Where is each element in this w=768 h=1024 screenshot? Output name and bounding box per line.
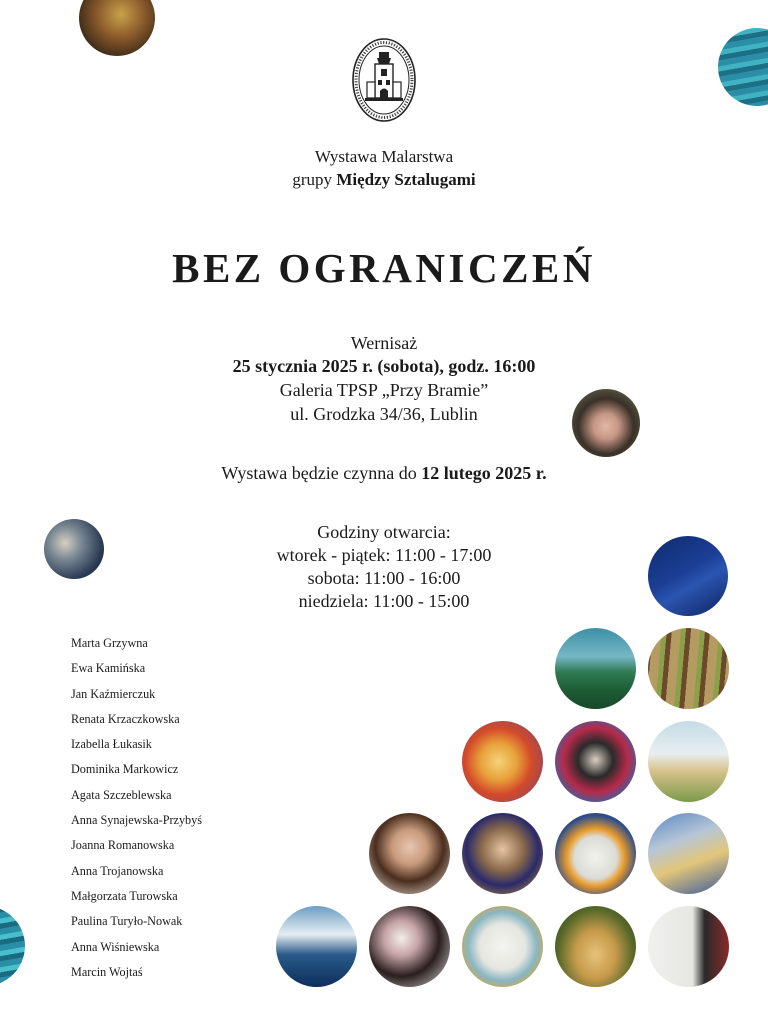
gallery-venue: Galeria TPSP „Przy Bramie” (279, 380, 489, 400)
painting-thumbnail (718, 28, 768, 106)
artist-name: Małgorzata Turowska (71, 888, 178, 903)
painting-thumbnail (79, 0, 155, 56)
painting-thumbnail (369, 813, 450, 894)
painting-thumbnail (462, 721, 543, 802)
artist-name: Paulina Turyło-Nowak (71, 914, 183, 929)
artist-name: Dominika Markowicz (71, 762, 179, 777)
gallery-address: ul. Grodzka 34/36, Lublin (290, 404, 478, 424)
artist-name: Marcin Wojtaś (71, 964, 143, 979)
painting-thumbnail (648, 721, 729, 802)
opening-label: Wernisaż (350, 333, 418, 353)
artist-name: Marta Grzywna (71, 636, 148, 650)
artist-name: Agata Szczeblewska (71, 787, 172, 802)
group-prefix: grupy (292, 170, 337, 189)
painting-thumbnail (555, 628, 636, 709)
artist-name: Renata Krzaczkowska (71, 711, 180, 726)
artist-name: Jan Kaźmierczuk (71, 686, 156, 701)
exhibition-title: BEZ OGRANICZEŃ (172, 245, 596, 291)
group-line (0, 168, 768, 191)
painting-thumbnail (555, 721, 636, 802)
painting-thumbnail (648, 628, 729, 709)
artist-name: Anna Wiśniewska (71, 939, 160, 954)
painting-thumbnail (648, 906, 729, 987)
exhibition-type: Wystawa Malarstwa (314, 147, 454, 166)
artist-name: Anna Synajewska-Przybyś (71, 813, 202, 828)
painting-thumbnail (0, 906, 25, 986)
painting-thumbnail (462, 813, 543, 894)
exhibition-duration (0, 462, 768, 485)
painting-thumbnail (648, 536, 728, 616)
group-name: Między Sztalugami (336, 170, 476, 189)
artist-name: Joanna Romanowska (71, 838, 175, 853)
society-seal-logo (350, 36, 418, 124)
artist-name: Izabella Łukasik (71, 737, 152, 752)
artist-list (71, 631, 202, 985)
hours-weekdays: wtorek - piątek: 11:00 - 17:00 (276, 545, 492, 565)
painting-thumbnail (648, 813, 729, 894)
opening-date: 25 stycznia 2025 r. (sobota), godz. 16:00 (232, 356, 536, 376)
opening-hours-label: Godziny otwarcia: (317, 522, 451, 542)
duration-end-date: 12 lutego 2025 r. (421, 463, 547, 483)
painting-thumbnail (555, 906, 636, 987)
artist-name: Ewa Kamińska (71, 661, 146, 676)
hours-saturday: sobota: 11:00 - 16:00 (307, 568, 461, 588)
painting-thumbnail (572, 389, 640, 457)
painting-thumbnail (555, 813, 636, 894)
painting-thumbnail (44, 519, 104, 579)
painting-thumbnail (462, 906, 543, 987)
painting-thumbnail (276, 906, 357, 987)
hours-sunday: niedziela: 11:00 - 15:00 (298, 591, 470, 611)
duration-prefix: Wystawa będzie czynna do (221, 463, 422, 483)
painting-thumbnail (369, 906, 450, 987)
artist-name: Anna Trojanowska (71, 863, 164, 878)
